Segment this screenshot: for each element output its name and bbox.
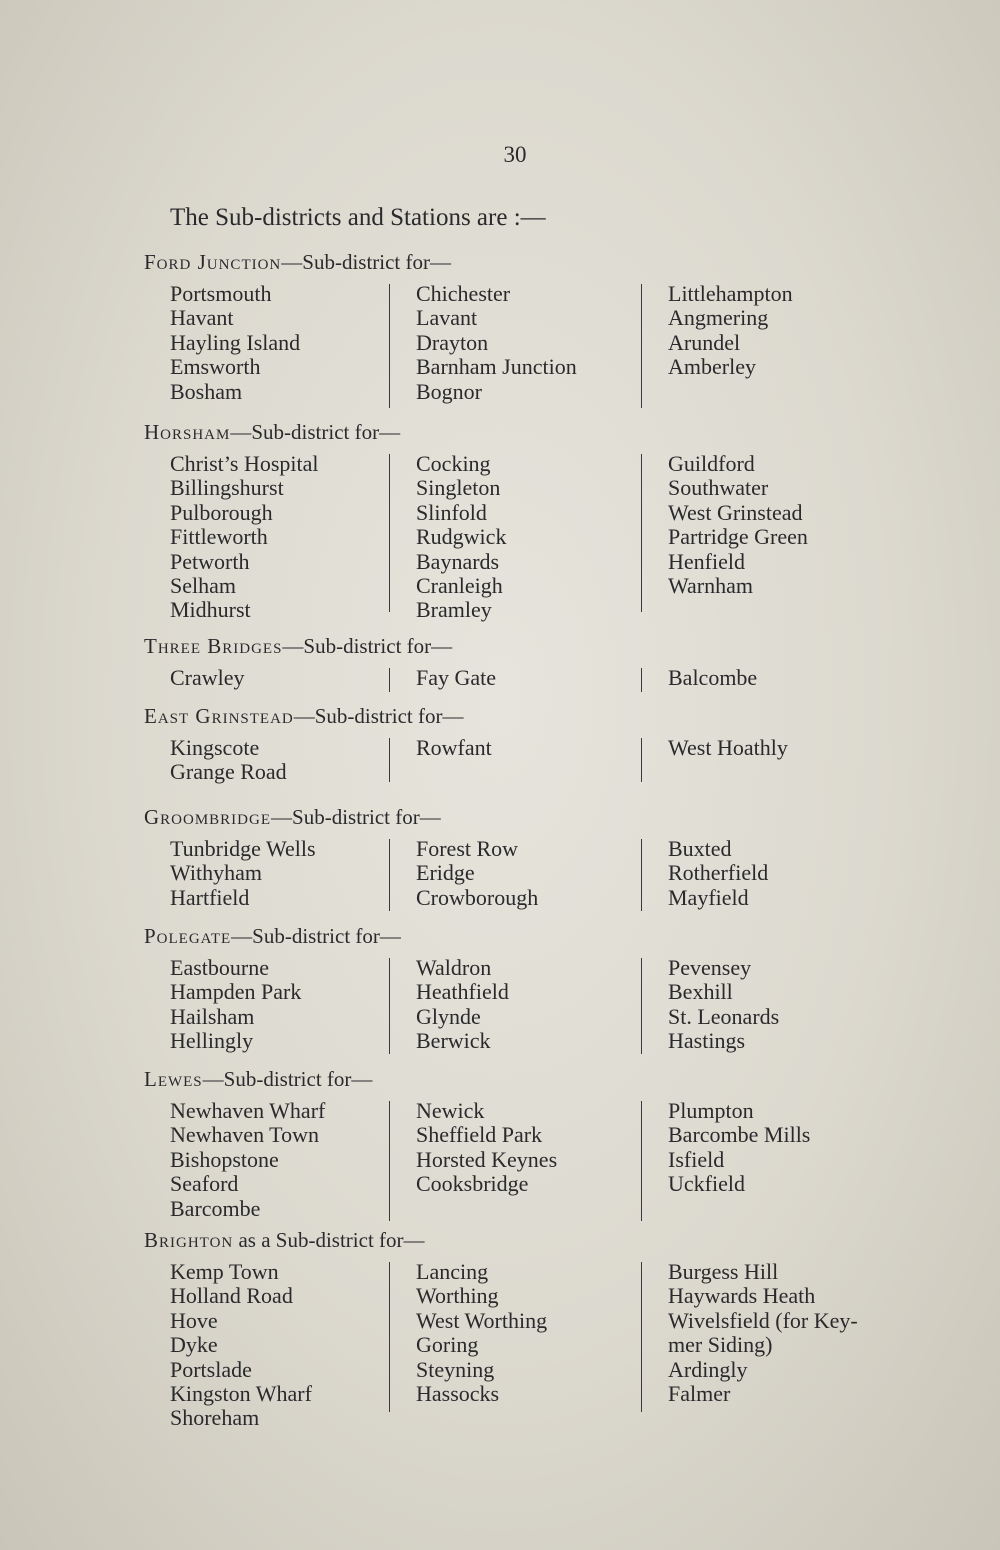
station-name: Hayling Island: [170, 329, 301, 355]
station-column: [668, 666, 757, 690]
section-horsham: [144, 418, 904, 623]
station-column: [416, 956, 509, 1054]
station-name: Heathfield: [416, 979, 509, 1005]
column-divider: [641, 454, 642, 612]
section-name: Polegate: [144, 924, 232, 948]
station-name: Partridge Green: [668, 524, 808, 550]
station-name: Cranleigh: [416, 572, 503, 598]
section-suffix: —Sub-district for—: [202, 1067, 373, 1091]
station-name: Plumpton: [668, 1098, 754, 1123]
station-column: [416, 282, 577, 404]
station-name: Kingscote: [170, 735, 260, 760]
column-divider: [389, 284, 390, 408]
column-divider: [389, 839, 390, 911]
station-name: Goring: [416, 1332, 479, 1358]
section-suffix: —Sub-district for—: [282, 634, 453, 658]
station-name: Kingston Wharf: [170, 1380, 312, 1406]
station-name: Newhaven Town: [170, 1122, 319, 1148]
station-name: Littlehampton: [668, 281, 793, 306]
station-name: Barnham Junction: [416, 354, 577, 380]
station-name: mer Siding): [668, 1332, 773, 1358]
station-name: Cocking: [416, 451, 491, 476]
station-name: Pulborough: [170, 499, 273, 525]
station-name: Crowborough: [416, 884, 539, 910]
section-suffix: —Sub-district for—: [230, 420, 401, 444]
column-divider: [389, 454, 390, 612]
station-name: Forest Row: [416, 836, 519, 861]
station-column: [416, 837, 538, 910]
station-name: Tunbridge Wells: [170, 836, 316, 861]
station-name: West Worthing: [416, 1307, 548, 1333]
station-column: [416, 666, 496, 690]
station-name: Barcombe: [170, 1195, 261, 1221]
station-name: Bognor: [416, 378, 482, 404]
station-name: Steyning: [416, 1356, 495, 1382]
station-name: Bexhill: [668, 979, 733, 1005]
station-name: Grange Road: [170, 759, 287, 785]
section-heading: [144, 632, 904, 660]
station-column: [170, 1099, 325, 1221]
station-name: Petworth: [170, 548, 250, 574]
section-suffix: —Sub-district for—: [281, 250, 451, 274]
station-name: Barcombe Mills: [668, 1122, 811, 1148]
station-name: Seaford: [170, 1171, 239, 1197]
station-name: Amberley: [668, 354, 756, 380]
station-name: Horsted Keynes: [416, 1146, 558, 1172]
station-name: West Grinstead: [668, 499, 803, 525]
station-name: Fay Gate: [416, 665, 497, 690]
station-name: Crawley: [170, 665, 245, 690]
station-column: [668, 1260, 858, 1406]
station-name: Baynards: [416, 548, 500, 574]
station-column: [668, 1099, 810, 1197]
station-name: Hailsham: [170, 1003, 255, 1029]
station-name: Lancing: [416, 1259, 489, 1284]
station-column: [668, 736, 788, 760]
section-suffix: as a Sub-district for—: [233, 1228, 425, 1252]
station-column: [416, 1260, 547, 1406]
station-column: [170, 837, 316, 910]
station-name: Newick: [416, 1098, 485, 1123]
section-name: Brighton: [144, 1228, 234, 1252]
station-name: Holland Road: [170, 1283, 293, 1309]
page-heading: The Sub-districts and Stations are :—: [170, 204, 546, 231]
station-name: Eastbourne: [170, 955, 269, 980]
station-name: Withyham: [170, 860, 262, 886]
column-divider: [641, 839, 642, 911]
column-divider: [389, 1101, 390, 1221]
station-name: Newhaven Wharf: [170, 1098, 326, 1123]
section-name: Horsham: [144, 420, 231, 444]
station-name: Emsworth: [170, 354, 261, 380]
station-name: Hellingly: [170, 1028, 254, 1054]
station-name: Falmer: [668, 1380, 731, 1406]
station-name: Rudgwick: [416, 524, 507, 550]
section-heading: [144, 803, 904, 831]
station-name: Waldron: [416, 955, 492, 980]
column-divider: [641, 1262, 642, 1412]
station-name: West Hoathly: [668, 735, 788, 760]
station-name: Mayfield: [668, 884, 749, 910]
section-heading: [144, 922, 904, 950]
column-divider: [389, 958, 390, 1054]
station-name: Pevensey: [668, 955, 752, 980]
section-heading: [144, 248, 904, 276]
station-name: Arundel: [668, 329, 741, 355]
station-column: [170, 282, 300, 404]
station-name: Hastings: [668, 1028, 745, 1054]
station-name: Drayton: [416, 329, 489, 355]
station-name: Wivelsfield (for Key-: [668, 1307, 858, 1333]
station-name: Berwick: [416, 1028, 491, 1054]
station-name: Dyke: [170, 1332, 218, 1358]
column-divider: [641, 284, 642, 408]
station-column: [416, 736, 492, 760]
column-divider: [389, 668, 390, 692]
column-divider: [641, 958, 642, 1054]
station-column: [170, 452, 319, 623]
station-name: Ardingly: [668, 1356, 748, 1382]
section-heading: [144, 1065, 904, 1093]
station-name: Haywards Heath: [668, 1283, 816, 1309]
station-column: [170, 956, 301, 1054]
page-number: 30: [503, 142, 527, 167]
station-name: Shoreham: [170, 1405, 260, 1431]
station-name: Hassocks: [416, 1380, 500, 1406]
station-name: Portsmouth: [170, 281, 272, 306]
station-name: Billingshurst: [170, 475, 284, 501]
station-name: Angmering: [668, 305, 769, 331]
station-name: Selham: [170, 572, 236, 598]
station-name: Lavant: [416, 305, 478, 331]
section-name: Three Bridges: [144, 634, 283, 658]
station-name: Christ’s Hospital: [170, 451, 319, 476]
station-name: Hove: [170, 1307, 218, 1333]
section-name: East Grinstead: [144, 704, 294, 728]
station-name: Bishopstone: [170, 1146, 279, 1172]
section-heading: [144, 1226, 904, 1254]
station-name: Midhurst: [170, 597, 251, 623]
station-column: [170, 666, 245, 690]
station-column: [668, 282, 793, 380]
station-name: Worthing: [416, 1283, 499, 1309]
station-column: [416, 452, 506, 623]
station-column: [170, 1260, 312, 1431]
column-divider: [641, 668, 642, 692]
section-groombridge: [144, 803, 904, 910]
station-name: Chichester: [416, 281, 511, 306]
station-name: Uckfield: [668, 1171, 745, 1197]
section-name: Groombridge: [144, 805, 272, 829]
station-name: St. Leonards: [668, 1003, 780, 1029]
station-name: Isfield: [668, 1146, 725, 1172]
station-name: Henfield: [668, 548, 745, 574]
section-lewes: [144, 1065, 904, 1221]
station-name: Slinfold: [416, 499, 487, 525]
station-name: Singleton: [416, 475, 501, 501]
station-name: Eridge: [416, 860, 475, 886]
section-suffix: —Sub-district for—: [231, 924, 401, 948]
section-suffix: —Sub-district for—: [293, 704, 464, 728]
station-name: Portslade: [170, 1356, 252, 1382]
station-name: Glynde: [416, 1003, 481, 1029]
station-name: Buxted: [668, 836, 732, 861]
station-name: Warnham: [668, 572, 753, 598]
station-name: Southwater: [668, 475, 769, 501]
column-divider: [389, 738, 390, 782]
section-heading: [144, 702, 904, 730]
station-name: Guildford: [668, 451, 755, 476]
station-name: Hampden Park: [170, 979, 302, 1005]
section-polegate: [144, 922, 904, 1054]
station-column: [668, 956, 779, 1054]
station-column: [668, 452, 808, 598]
station-name: Fittleworth: [170, 524, 268, 550]
station-name: Bosham: [170, 378, 243, 404]
station-name: Rotherfield: [668, 860, 769, 886]
section-brighton: [144, 1226, 904, 1431]
station-name: Bramley: [416, 597, 492, 623]
station-name: Rowfant: [416, 735, 492, 760]
column-divider: [641, 1101, 642, 1221]
section-suffix: —Sub-district for—: [271, 805, 441, 829]
station-name: Hartfield: [170, 884, 250, 910]
station-name: Balcombe: [668, 665, 758, 690]
station-column: [416, 1099, 557, 1197]
station-column: [170, 736, 287, 785]
station-name: Burgess Hill: [668, 1259, 779, 1284]
section-heading: [144, 418, 904, 446]
column-divider: [389, 1262, 390, 1412]
section-ford-junction: [144, 248, 904, 404]
station-name: Kemp Town: [170, 1259, 279, 1284]
station-column: [668, 837, 768, 910]
column-divider: [641, 738, 642, 782]
station-name: Havant: [170, 305, 234, 331]
section-three-bridges: [144, 632, 904, 690]
station-name: Sheffield Park: [416, 1122, 543, 1148]
section-name: Ford Junction: [144, 250, 282, 274]
station-name: Cooksbridge: [416, 1171, 529, 1197]
section-east-grinstead: [144, 702, 904, 785]
section-name: Lewes: [144, 1067, 203, 1091]
